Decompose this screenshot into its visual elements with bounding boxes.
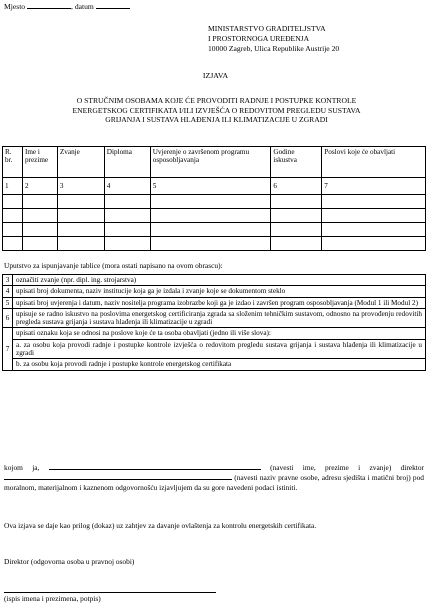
table-row[interactable] — [3, 223, 426, 237]
table-row[interactable] — [3, 209, 426, 223]
instruction-subrow — [3, 359, 426, 370]
signature-label: (ispis imena i prezimena, potpis) — [4, 594, 101, 603]
column-number-row — [3, 178, 426, 195]
instruction-text: upisati broj uvjerenja i datum, naziv nositelja programa izobrazbe koji ga je izdao i završen program osposobljavanja (Modul 1 ili Modul 2) — [13, 297, 426, 308]
name-blank[interactable] — [49, 469, 261, 470]
instructions-heading: Uputstvo za ispunjavanje tablice (mora ostati napisano na ovom obrascu): — [4, 261, 223, 270]
header-cell: Diploma — [104, 147, 150, 178]
instruction-text: upisati oznaku koja se odnosi na poslove koje će ta osoba obavljati (jedno ili više slova): — [13, 328, 426, 339]
document-subtitle — [6, 96, 427, 125]
subtitle-line: O STRUČNIM OSOBAMA KOJE ĆE PROVODITI RADNJE I POSTUPKE KONTROLE — [76, 96, 357, 105]
place-label: Mjesto — [4, 2, 26, 11]
subtitle-line: GRIJANJA I SUSTAVA HLAĐENJA ILI KLIMATIZACIJE U ZGRADI — [105, 115, 328, 124]
column-number: 5 — [150, 178, 271, 195]
director-label: Direktor (odgovorna osoba u pravnoj osobi) — [4, 557, 135, 566]
header-cell: Ime i prezime — [22, 147, 57, 178]
recipient-line: MINISTARSTVO GRADITELJSTVA — [208, 24, 326, 33]
instruction-option-a: a. za osobu koja provodi radnje i postupke kontrole izvješća o redovitom pregledu sustava grijanja i sustava hlađenja ili klimatizacije u zgradi — [13, 339, 426, 359]
instructions-table — [2, 274, 426, 371]
instruction-subrow — [3, 339, 426, 359]
table-row[interactable] — [3, 195, 426, 209]
date-blank[interactable] — [96, 8, 130, 9]
declaration-text: (navesti naziv pravne osobe, adresu sjedišta i matični broj) pod moralnom, materijalnom i kaznenom odgovornošću izjavljujem da su gore navedeni podaci istiniti. — [4, 473, 424, 492]
instruction-row — [3, 286, 426, 297]
document-title: IZJAVA — [202, 71, 229, 80]
header-cell: Poslovi koje će obavljati — [322, 147, 426, 178]
header-cell: R. br. — [3, 147, 23, 178]
header-cell: Godine iskustva — [271, 147, 322, 178]
recipient-address — [208, 24, 339, 54]
attachment-paragraph: Ova izjava se daje kao prilog (dokaz) uz zahtjev za davanje ovlaštenja za kontrolu energetskih certifikata. — [4, 521, 317, 530]
column-number: 2 — [22, 178, 57, 195]
instruction-row — [3, 308, 426, 328]
instruction-text: upisati broj dokumenta, naziv institucije koja ga je izdala i zvanje koje se dokumentom steklo — [13, 286, 426, 297]
table-header-row — [3, 147, 426, 178]
instruction-row — [3, 297, 426, 308]
instruction-number: 4 — [3, 286, 13, 297]
instruction-row — [3, 275, 426, 286]
column-number: 1 — [3, 178, 23, 195]
place-date-line: Mjesto , datum — [4, 3, 130, 12]
date-label: datum — [74, 2, 94, 11]
recipient-line: I PROSTORNOGA UREĐENJA — [208, 34, 310, 43]
signature-line[interactable] — [4, 592, 216, 593]
column-number: 3 — [57, 178, 104, 195]
place-blank[interactable] — [27, 8, 71, 9]
declaration-text: kojom ja, — [4, 463, 40, 472]
company-blank[interactable] — [4, 479, 232, 480]
recipient-line: 10000 Zagreb, Ulica Republike Austrije 20 — [208, 44, 340, 53]
instruction-row — [3, 328, 426, 339]
subtitle-line: ENERGETSKOG CERTIFIKATA I/ILI IZVJEŠĆA O REDOVITOM PREGLEDU SUSTAVA — [72, 105, 361, 115]
column-number: 6 — [271, 178, 322, 195]
instruction-option-b: b. za osobu koja provodi radnje i postupke kontrole energetskog certifikata — [13, 359, 426, 370]
table-row[interactable] — [3, 237, 426, 251]
column-number: 4 — [104, 178, 150, 195]
instruction-text: upisuje se radno iskustvo na poslovima energetskog certificiranja zgrada sa složenim tehničkim sustavom, odnosno na provođenju redovitih pregleda sustava grijanja i sustava hlađenja ili klimatizacije u zgradi — [13, 308, 426, 328]
declaration-paragraph — [4, 463, 424, 493]
header-cell: Zvanje — [57, 147, 104, 178]
header-cell: Uvjerenje o završenom programu osposobljavanja — [150, 147, 271, 178]
instruction-number: 3 — [3, 275, 13, 286]
instruction-number: 6 — [3, 308, 13, 328]
declaration-text: (navesti ime, prezime i zvanje) direktor — [270, 463, 424, 472]
persons-table — [2, 146, 426, 251]
instruction-text: označiti zvanje (npr. dipl. ing. strojarstva) — [13, 275, 426, 286]
instruction-number: 7 — [3, 328, 13, 370]
instruction-number: 5 — [3, 297, 13, 308]
column-number: 7 — [322, 178, 426, 195]
